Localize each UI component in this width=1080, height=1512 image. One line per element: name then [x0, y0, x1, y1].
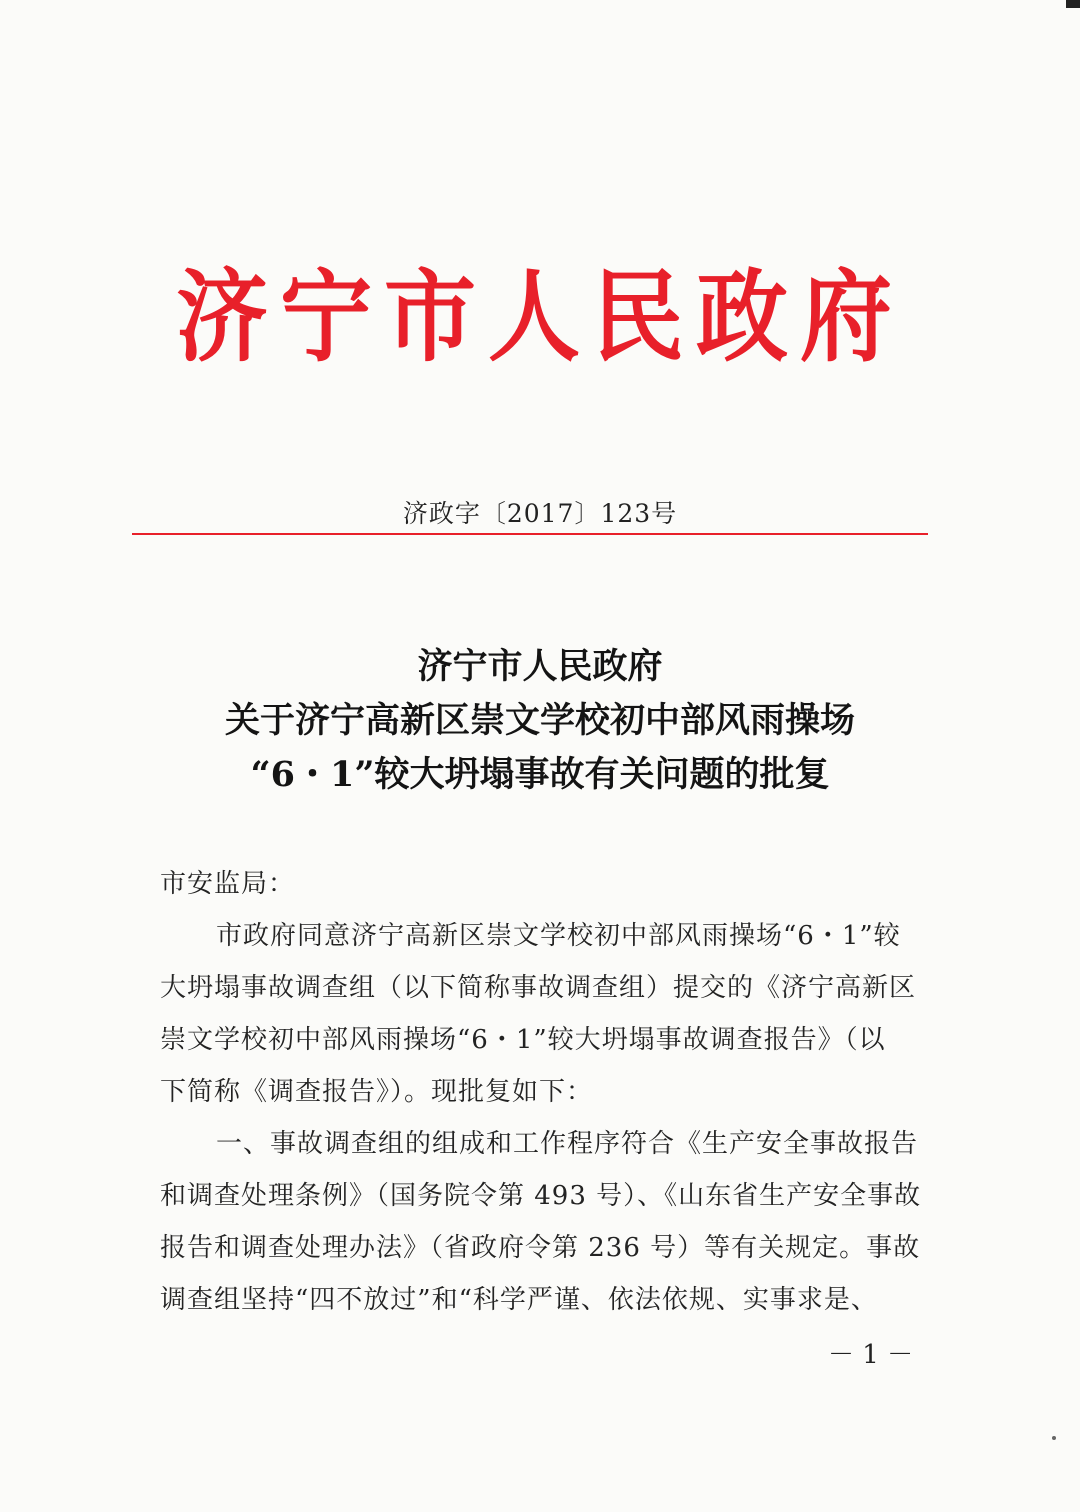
red-divider: [132, 533, 928, 535]
title-line-1: 济宁市人民政府: [417, 646, 663, 687]
scan-dot: [1052, 1436, 1056, 1440]
scan-mark: [1066, 0, 1080, 8]
document-title: [0, 640, 1080, 802]
paragraph-1-line-2: 大坍塌事故调查组（以下简称事故调查组）提交的《济宁高新区: [160, 973, 917, 1003]
title-line-2: 关于济宁高新区崇文学校初中部风雨操场: [224, 700, 855, 741]
paragraph-2-line-1: 一、事故调查组的组成和工作程序符合《生产安全事故报告: [216, 1129, 919, 1159]
document-body: [160, 858, 920, 1326]
paragraph-1-line-4: 下简称《调查报告》）。现批复如下：: [160, 1077, 594, 1107]
paragraph-2-line-2: 和调查处理条例》（国务院令第 493 号）、《山东省生产安全事故: [160, 1181, 922, 1211]
document-number: 济政字〔2017〕123号: [402, 499, 678, 528]
paragraph-2-line-3: 报告和调查处理办法》（省政府令第 236 号）等有关规定。事故: [160, 1233, 921, 1263]
page-number: － 1 －: [828, 1340, 914, 1370]
paragraph-2-line-4: 调查组坚持“四不放过”和“科学严谨、依法依规、实事求是、: [160, 1285, 878, 1315]
title-line-3: “6・1”较大坍塌事故有关问题的批复: [250, 754, 830, 795]
paragraph-1-line-3: 崇文学校初中部风雨操场“6・1”较大坍塌事故调查报告》（以: [160, 1025, 886, 1055]
paragraph-1-line-1: 市政府同意济宁高新区崇文学校初中部风雨操场“6・1”较: [216, 921, 901, 951]
red-masthead: 济宁市人民政府: [175, 258, 904, 376]
recipient: 市安监局：: [160, 869, 296, 899]
